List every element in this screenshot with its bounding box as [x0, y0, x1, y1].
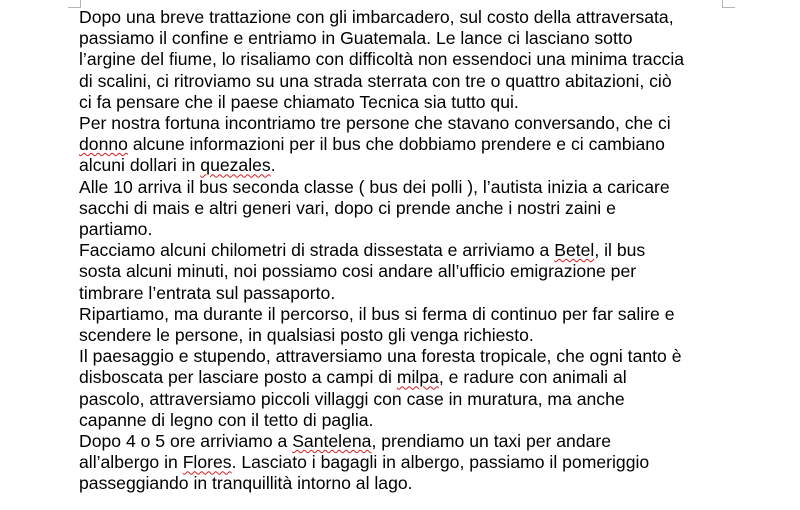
text-run[interactable]: disboscata per lasciare posto a campi di: [79, 367, 397, 388]
text-line[interactable]: [79, 367, 739, 388]
text-line[interactable]: [79, 219, 739, 240]
text-line[interactable]: [79, 389, 739, 410]
text-run[interactable]: passiamo il confine e entriamo in Guatemala. Le lance ci lasciano sotto: [79, 28, 633, 49]
misspelled-word[interactable]: Santelena: [292, 431, 372, 452]
text-line[interactable]: [79, 410, 739, 431]
text-run[interactable]: Alle 10 arriva il bus seconda classe ( bus dei polli ), l’autista inizia a caricare: [79, 176, 670, 197]
paragraph[interactable]: [79, 177, 739, 241]
text-line[interactable]: [79, 261, 739, 282]
text-run[interactable]: Dopo una breve trattazione con gli imbarcadero, sul costo della attraversata,: [79, 7, 674, 27]
text-line[interactable]: [79, 325, 739, 346]
text-run[interactable]: scendere le persone, in qualsiasi posto gli venga richiesto.: [79, 325, 534, 346]
text-line[interactable]: [79, 431, 739, 452]
text-run[interactable]: sosta alcuni minuti, noi possiamo cosi andare all’ufficio emigrazione per: [79, 261, 637, 282]
text-run[interactable]: l’argine del fiume, lo risaliamo con difficoltà non essendoci una minima traccia: [79, 49, 685, 70]
misspelled-word[interactable]: donno: [79, 134, 128, 155]
text-run[interactable]: di scalini, ci ritroviamo su una strada sterrata con tre o quattro abitazioni, ciò: [79, 70, 672, 91]
text-line[interactable]: [79, 155, 739, 176]
misspelled-word[interactable]: quezales: [200, 155, 271, 176]
text-line[interactable]: [79, 71, 739, 92]
document-text-body[interactable]: [79, 7, 739, 495]
text-line[interactable]: [79, 113, 739, 134]
text-line[interactable]: [79, 473, 739, 494]
text-run[interactable]: sacchi di mais e altri generi vari, dopo ci prende anche i nostri zaini e: [79, 197, 616, 218]
text-run[interactable]: Dopo 4 o 5 ore arriviamo a: [79, 431, 293, 452]
text-line[interactable]: [79, 92, 739, 113]
text-line[interactable]: [79, 346, 739, 367]
paragraph[interactable]: [79, 304, 739, 346]
text-run[interactable]: all’albergo in: [79, 452, 183, 473]
text-run[interactable]: Ripartiamo, ma durante il percorso, il bus si ferma di continuo per far salire e: [79, 303, 675, 324]
text-line[interactable]: [79, 7, 739, 28]
text-line[interactable]: [79, 283, 739, 304]
paragraph[interactable]: [79, 7, 739, 113]
text-line[interactable]: [79, 304, 739, 325]
text-run[interactable]: , prendiamo un taxi per andare: [371, 431, 612, 452]
text-run[interactable]: Il paesaggio e stupendo, attraversiamo una foresta tropicale, che ogni tanto è: [79, 346, 682, 367]
text-line[interactable]: [79, 49, 739, 70]
misspelled-word[interactable]: milpa: [396, 367, 439, 388]
text-line[interactable]: [79, 177, 739, 198]
text-run[interactable]: Facciamo alcuni chilometri di strada dissestata e arriviamo a: [79, 240, 555, 261]
paragraph[interactable]: [79, 240, 739, 304]
text-run[interactable]: .: [270, 155, 276, 176]
paragraph[interactable]: [79, 431, 739, 495]
misspelled-word[interactable]: Betel: [554, 240, 595, 261]
text-run[interactable]: capanne di legno con il tetto di paglia.: [79, 409, 374, 430]
text-line[interactable]: [79, 452, 739, 473]
paragraph[interactable]: [79, 346, 739, 431]
misspelled-word[interactable]: Flores: [182, 452, 232, 473]
text-run[interactable]: , il bus: [594, 240, 646, 261]
text-run[interactable]: . Lasciato i bagagli in albergo, passiamo il pomeriggio: [231, 452, 650, 473]
text-line[interactable]: [79, 198, 739, 219]
text-line[interactable]: [79, 28, 739, 49]
text-line[interactable]: [79, 134, 739, 155]
text-run[interactable]: passeggiando in tranquillità intorno al lago.: [79, 473, 413, 494]
text-line[interactable]: [79, 240, 739, 261]
paragraph[interactable]: [79, 113, 739, 177]
text-run[interactable]: alcune informazioni per il bus che dobbiamo prendere e ci cambiano: [127, 134, 665, 155]
text-run[interactable]: Per nostra fortuna incontriamo tre persone che stavano conversando, che ci: [79, 113, 671, 134]
text-run[interactable]: partiamo.: [79, 219, 153, 240]
text-run[interactable]: ci fa pensare che il paese chiamato Tecnica sia tutto qui.: [79, 91, 519, 112]
text-run[interactable]: timbrare l’entrata sul passaporto.: [79, 282, 336, 303]
text-run[interactable]: , e radure con animali al: [438, 367, 627, 388]
text-run[interactable]: alcuni dollari in: [79, 155, 201, 176]
text-run[interactable]: pascolo, attraversiamo piccoli villaggi con case in muratura, ma anche: [79, 388, 625, 409]
